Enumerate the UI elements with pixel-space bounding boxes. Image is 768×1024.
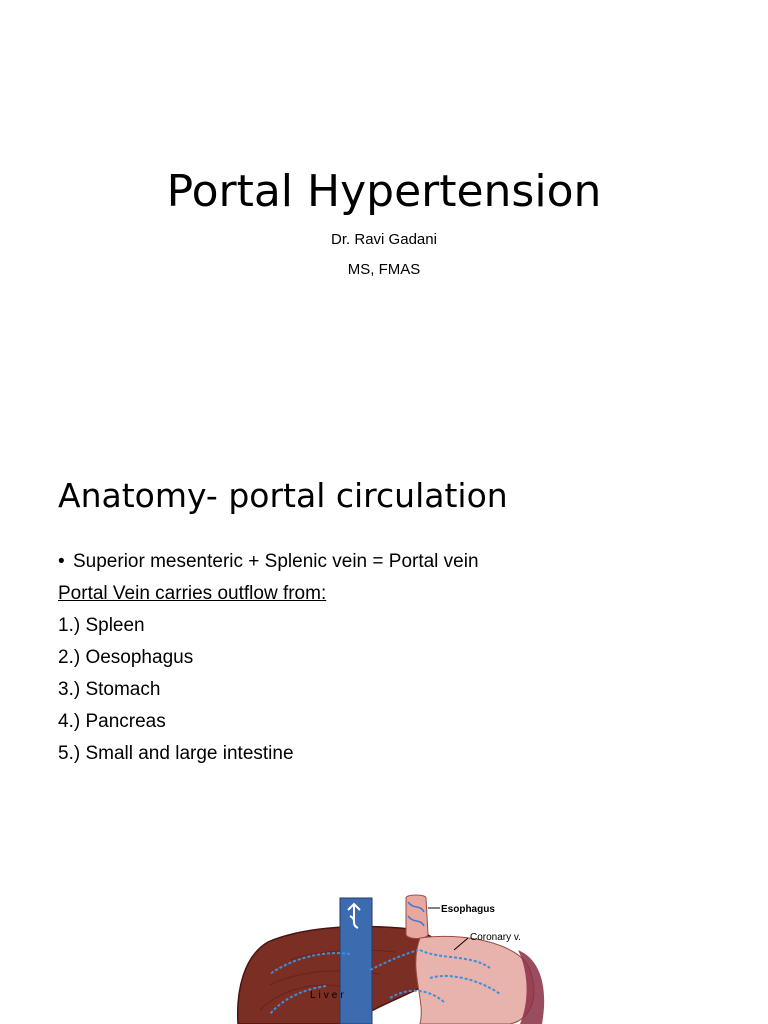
author-name: Dr. Ravi Gadani bbox=[331, 231, 437, 248]
list-item-stomach: 3.) Stomach bbox=[58, 679, 161, 700]
vena-cava-shape bbox=[340, 898, 372, 1024]
list-item-pancreas: 4.) Pancreas bbox=[58, 711, 166, 732]
stomach-shape bbox=[416, 936, 534, 1024]
bullet-text: Superior mesenteric + Splenic vein = Portal vein bbox=[73, 551, 479, 572]
presentation-title: Portal Hypertension bbox=[166, 166, 602, 217]
coronary-vein-label: Coronary v. bbox=[470, 932, 521, 943]
slide-content bbox=[58, 549, 479, 773]
bullet-item bbox=[58, 549, 479, 581]
portal-circulation-illustration bbox=[230, 890, 550, 1024]
esophagus-label: Esophagus bbox=[441, 904, 495, 915]
liver-label: Liver bbox=[310, 990, 347, 1001]
bullet-icon: • bbox=[58, 551, 65, 572]
list-subheading: Portal Vein carries outflow from: bbox=[58, 583, 327, 604]
anatomy-slide bbox=[0, 430, 768, 1024]
author-credentials: MS, FMAS bbox=[347, 261, 421, 278]
list-item-spleen: 1.) Spleen bbox=[58, 615, 145, 636]
list-item-oesophagus: 2.) Oesophagus bbox=[58, 647, 194, 668]
slide-heading: Anatomy- portal circulation bbox=[58, 476, 508, 515]
title-slide bbox=[0, 0, 768, 430]
list-item-intestine: 5.) Small and large intestine bbox=[58, 743, 294, 764]
